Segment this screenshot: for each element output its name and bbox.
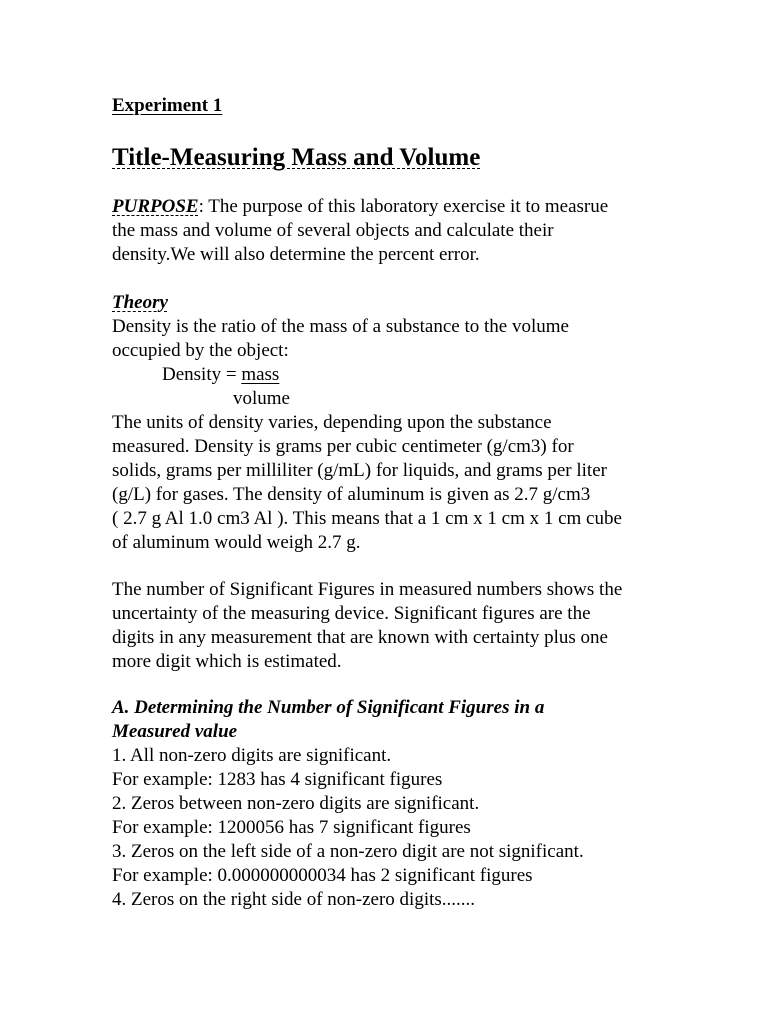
sigfigs-line-3: digits in any measurement that are known with certainty plus one bbox=[112, 627, 608, 648]
experiment-label: Experiment 1 bbox=[112, 95, 223, 116]
theory-line-3: The units of density varies, depending upon the substance bbox=[112, 412, 552, 433]
purpose-line-1 bbox=[112, 195, 608, 219]
purpose-line-2: the mass and volume of several objects and calculate their bbox=[112, 220, 554, 241]
rule-line: For example: 1200056 has 7 significant figures bbox=[112, 817, 471, 838]
theory-line-5: solids, grams per milliliter (g/mL) for liquids, and grams per liter bbox=[112, 460, 607, 481]
rule-line: 3. Zeros on the left side of a non-zero digit are not significant. bbox=[112, 841, 584, 862]
formula-numerator: mass bbox=[241, 364, 280, 385]
rule-line: For example: 0.000000000034 has 2 significant figures bbox=[112, 865, 533, 886]
theory-heading: Theory bbox=[112, 292, 168, 313]
section-a-heading-1: A. Determining the Number of Significant Figures in a bbox=[112, 697, 545, 718]
density-formula bbox=[162, 363, 279, 387]
theory-line-7: ( 2.7 g Al 1.0 cm3 Al ). This means that a 1 cm x 1 cm x 1 cm cube bbox=[112, 508, 622, 529]
theory-line-1: Density is the ratio of the mass of a substance to the volume bbox=[112, 316, 569, 337]
sigfigs-line-2: uncertainty of the measuring device. Significant figures are the bbox=[112, 603, 591, 624]
theory-line-6: (g/L) for gases. The density of aluminum is given as 2.7 g/cm3 bbox=[112, 484, 591, 505]
theory-line-4: measured. Density is grams per cubic centimeter (g/cm3) for bbox=[112, 436, 574, 457]
rule-line: 2. Zeros between non-zero digits are significant. bbox=[112, 793, 480, 814]
rule-line: For example: 1283 has 4 significant figures bbox=[112, 769, 443, 790]
purpose-label: PURPOSE bbox=[112, 196, 199, 217]
purpose-line-3: density.We will also determine the percent error. bbox=[112, 244, 480, 265]
theory-line-2: occupied by the object: bbox=[112, 340, 289, 361]
sigfigs-line-1: The number of Significant Figures in measured numbers shows the bbox=[112, 579, 623, 600]
purpose-text-1: : The purpose of this laboratory exercise it to measrue bbox=[198, 196, 609, 217]
section-a-heading-2: Measured value bbox=[112, 721, 238, 742]
rule-line: 4. Zeros on the right side of non-zero digits....... bbox=[112, 889, 476, 910]
document-title: Title-Measuring Mass and Volume bbox=[112, 144, 481, 171]
formula-prefix: Density = bbox=[162, 364, 242, 385]
formula-denominator: volume bbox=[233, 388, 290, 409]
sigfigs-line-4: more digit which is estimated. bbox=[112, 651, 342, 672]
rule-line: 1. All non-zero digits are significant. bbox=[112, 745, 392, 766]
theory-line-8: of aluminum would weigh 2.7 g. bbox=[112, 532, 361, 553]
